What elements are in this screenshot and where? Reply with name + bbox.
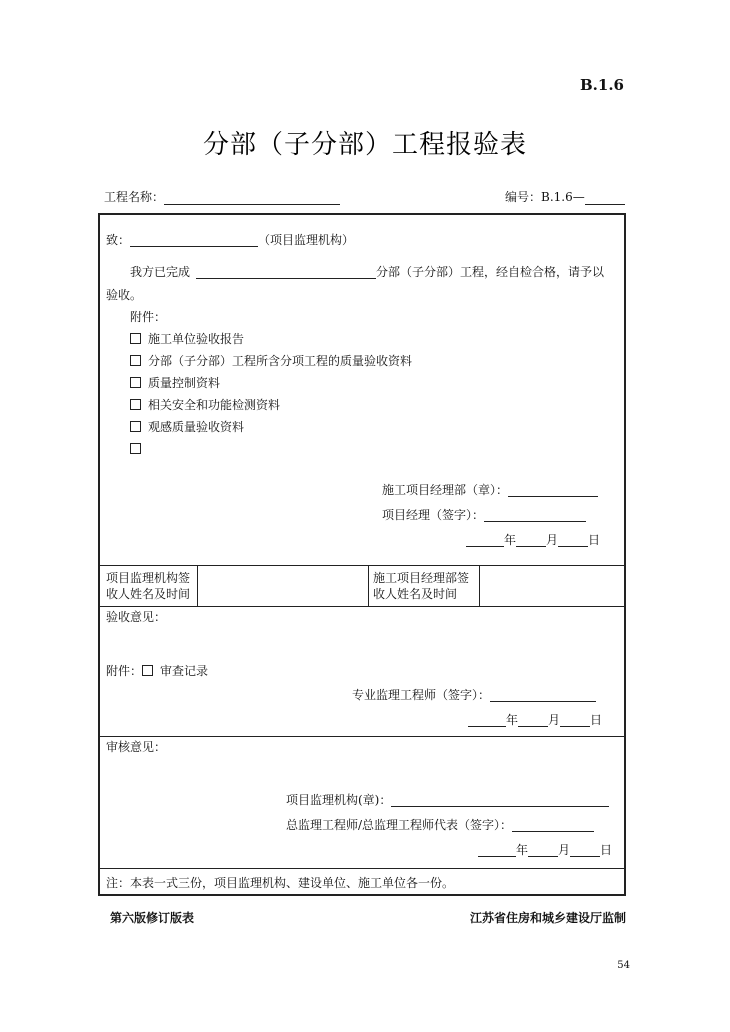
chief-engineer-row	[286, 818, 594, 832]
supervision-org-row	[286, 793, 609, 807]
contractor-dept-label: 施工项目经理部（章）：	[382, 483, 509, 497]
day-label: 日	[600, 843, 613, 857]
attachment-label: 质量控制资料	[148, 376, 221, 390]
checkbox[interactable]	[130, 333, 141, 344]
contractor-receipt-line1: 施工项目经理部签	[373, 571, 470, 585]
footer-issuer: 江苏省住房和城乡建设厅监制	[469, 911, 626, 925]
divider	[197, 565, 198, 606]
request-body-prefix: 我方已完成	[130, 265, 191, 279]
attachment-label: 相关安全和功能检测资料	[148, 398, 281, 412]
month-field[interactable]	[516, 533, 546, 547]
year-field[interactable]	[468, 713, 506, 727]
addressee-label: 致：	[106, 233, 131, 247]
request-date	[466, 533, 600, 547]
attachment-item	[130, 420, 244, 434]
form-table	[98, 213, 626, 896]
year-label: 年	[516, 843, 529, 857]
contractor-receipt-line2: 收人姓名及时间	[373, 587, 458, 601]
addressee-row	[106, 233, 354, 247]
specialist-engineer-label: 专业监理工程师（签字）：	[352, 688, 491, 702]
year-label: 年	[506, 713, 519, 727]
attachment-item	[130, 376, 220, 390]
form-number-field[interactable]	[585, 191, 625, 205]
attachments-label: 附件：	[130, 310, 167, 324]
day-field[interactable]	[558, 533, 588, 547]
request-body	[130, 265, 604, 279]
attachment-label: 施工单位验收报告	[148, 332, 245, 346]
supervisor-receipt-field[interactable]	[199, 566, 367, 605]
specialist-engineer-row	[352, 688, 596, 702]
project-manager-field[interactable]	[484, 508, 586, 522]
year-field[interactable]	[478, 843, 516, 857]
month-label: 月	[546, 533, 559, 547]
day-field[interactable]	[570, 843, 600, 857]
attachment-label: 分部（子分部）工程所含分项工程的质量验收资料	[148, 354, 413, 368]
acceptance-attachment-label: 附件：	[106, 664, 143, 678]
subdivision-name-field[interactable]	[196, 265, 376, 279]
project-name-field[interactable]	[164, 191, 340, 205]
checkbox[interactable]	[130, 377, 141, 388]
contractor-dept-field[interactable]	[508, 483, 598, 497]
month-field[interactable]	[528, 843, 558, 857]
review-opinion-label: 审核意见：	[106, 740, 167, 754]
divider	[368, 565, 369, 606]
checkbox[interactable]	[142, 665, 153, 676]
page-number: 54	[617, 960, 630, 971]
attachment-item	[130, 332, 244, 346]
day-label: 日	[588, 533, 601, 547]
divider	[100, 736, 624, 737]
contractor-receipt-label	[373, 570, 469, 602]
supervisor-receipt-line1: 项目监理机构签	[106, 571, 191, 585]
checkbox[interactable]	[130, 399, 141, 410]
attachment-item	[130, 398, 280, 412]
form-title: 分部（子分部）工程报验表	[202, 130, 527, 160]
attachment-item	[130, 442, 148, 456]
chief-engineer-field[interactable]	[512, 818, 594, 832]
form-number-row	[505, 188, 625, 205]
attachment-label: 观感质量验收资料	[148, 420, 245, 434]
divider	[479, 565, 480, 606]
request-body-suffix: 分部（子分部）工程，经自检合格，请予以	[376, 265, 605, 279]
acceptance-attachment-row	[106, 664, 208, 678]
supervision-org-field[interactable]	[391, 793, 609, 807]
addressee-field[interactable]	[130, 233, 258, 247]
form-code: B.1.6	[580, 76, 624, 94]
acceptance-date	[468, 713, 602, 727]
project-manager-row	[382, 508, 586, 522]
month-label: 月	[558, 843, 571, 857]
acceptance-opinion-label: 验收意见：	[106, 610, 167, 624]
project-name-row	[104, 188, 340, 205]
project-manager-label: 项目经理（签字）：	[382, 508, 485, 522]
checkbox[interactable]	[130, 355, 141, 366]
review-date	[478, 843, 612, 857]
day-field[interactable]	[560, 713, 590, 727]
checkbox[interactable]	[130, 421, 141, 432]
contractor-receipt-field[interactable]	[481, 566, 624, 605]
month-field[interactable]	[518, 713, 548, 727]
divider	[100, 868, 624, 869]
day-label: 日	[590, 713, 603, 727]
request-body-line2: 验收。	[106, 288, 143, 302]
chief-engineer-label: 总监理工程师/总监理工程师代表（签字）：	[286, 818, 513, 832]
supervisor-receipt-label	[106, 570, 190, 602]
addressee-suffix: （项目监理机构）	[258, 233, 355, 247]
attachment-item	[130, 354, 412, 368]
supervisor-receipt-line2: 收人姓名及时间	[106, 587, 191, 601]
month-label: 月	[548, 713, 561, 727]
form-note: 注：本表一式三份，项目监理机构、建设单位、施工单位各一份。	[106, 876, 455, 890]
footer-edition: 第六版修订版表	[110, 911, 195, 925]
year-field[interactable]	[466, 533, 504, 547]
checkbox[interactable]	[130, 443, 141, 454]
form-number-label: 编号：B.1.6—	[505, 190, 585, 204]
supervision-org-label: 项目监理机构(章)：	[286, 793, 392, 807]
year-label: 年	[504, 533, 517, 547]
project-name-label: 工程名称：	[104, 190, 165, 204]
specialist-engineer-field[interactable]	[490, 688, 596, 702]
review-record-label: 审查记录	[160, 664, 209, 678]
contractor-dept-row	[382, 483, 598, 497]
divider	[100, 606, 624, 607]
